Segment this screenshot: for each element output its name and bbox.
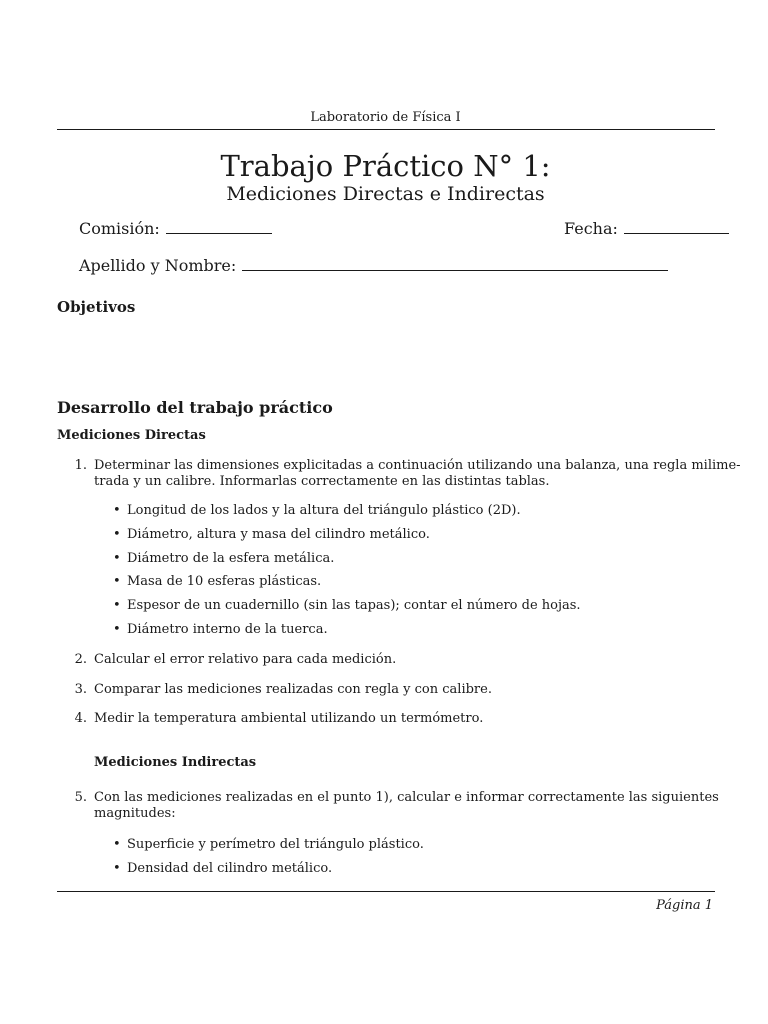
bullet-marker: • (113, 527, 121, 542)
fecha-field (564, 219, 729, 239)
bullet-text: Diámetro, altura y masa del cilindro metálico. (127, 527, 430, 542)
bullet-marker: • (113, 574, 121, 589)
item-text-line-1: Con las mediciones realizadas en el punto 1), calcular e informar correctamente las siguientes (94, 790, 719, 805)
fecha-blank (624, 219, 729, 234)
list-item-4 (0, 710, 768, 728)
item-number: 3. (74, 682, 87, 697)
page-subtitle: Mediciones Directas e Indirectas (226, 183, 545, 205)
bullet-marker: • (113, 837, 121, 852)
item-text: Medir la temperatura ambiental utilizando un termómetro. (94, 711, 484, 726)
bullet-text: Superficie y perímetro del triángulo plástico. (127, 837, 424, 852)
bullet-text: Masa de 10 esferas plásticas. (127, 574, 322, 589)
nombre-field (79, 256, 668, 276)
comision-field (79, 219, 272, 239)
list-item-3 (0, 681, 768, 699)
bullet-text: Espesor de un cuadernillo (sin las tapas); contar el número de hojas. (127, 598, 581, 613)
item-number: 5. (74, 790, 87, 805)
bullet-marker: • (113, 861, 121, 876)
bullet-text: Diámetro interno de la tuerca. (127, 622, 328, 637)
page-title: Trabajo Práctico N° 1: (220, 149, 551, 183)
indirectas-heading: Mediciones Indirectas (94, 755, 257, 770)
list-item-1 (0, 457, 768, 493)
item-text: Comparar las mediciones realizadas con regla y con calibre. (94, 682, 492, 697)
bullet-marker: • (113, 598, 121, 613)
nombre-blank (242, 256, 668, 271)
list-item-5 (0, 789, 768, 825)
bullet-marker: • (113, 622, 121, 637)
bullet-text: Diámetro de la esfera metálica. (127, 551, 335, 566)
item-text-line-1: Determinar las dimensiones explicitadas a continuación utilizando una balanza, una regla milime- (94, 458, 741, 473)
comision-label: Comisión: (79, 219, 160, 238)
list-item-2 (0, 651, 768, 669)
item-number: 1. (74, 458, 87, 473)
bullet-marker: • (113, 551, 121, 566)
nombre-label: Apellido y Nombre: (79, 256, 237, 275)
header-rule (57, 129, 715, 130)
objetivos-heading: Objetivos (57, 298, 136, 316)
item-number: 4. (74, 711, 87, 726)
footer-rule (57, 891, 715, 892)
item-number: 2. (74, 652, 87, 667)
bullet-text: Densidad del cilindro metálico. (127, 861, 333, 876)
directas-heading: Mediciones Directas (57, 428, 206, 443)
bullet-text: Longitud de los lados y la altura del triángulo plástico (2D). (127, 503, 521, 518)
item-text-line-2: magnitudes: (94, 806, 176, 821)
fecha-label: Fecha: (564, 219, 618, 238)
item-text-line-2: trada y un calibre. Informarlas correctamente en las distintas tablas. (94, 474, 550, 489)
desarrollo-heading: Desarrollo del trabajo práctico (57, 398, 333, 417)
page-number: Página 1 (656, 898, 713, 913)
item-text: Calcular el error relativo para cada medición. (94, 652, 397, 667)
bullet-marker: • (113, 503, 121, 518)
course-header: Laboratorio de Física I (310, 110, 461, 125)
comision-blank (166, 219, 272, 234)
